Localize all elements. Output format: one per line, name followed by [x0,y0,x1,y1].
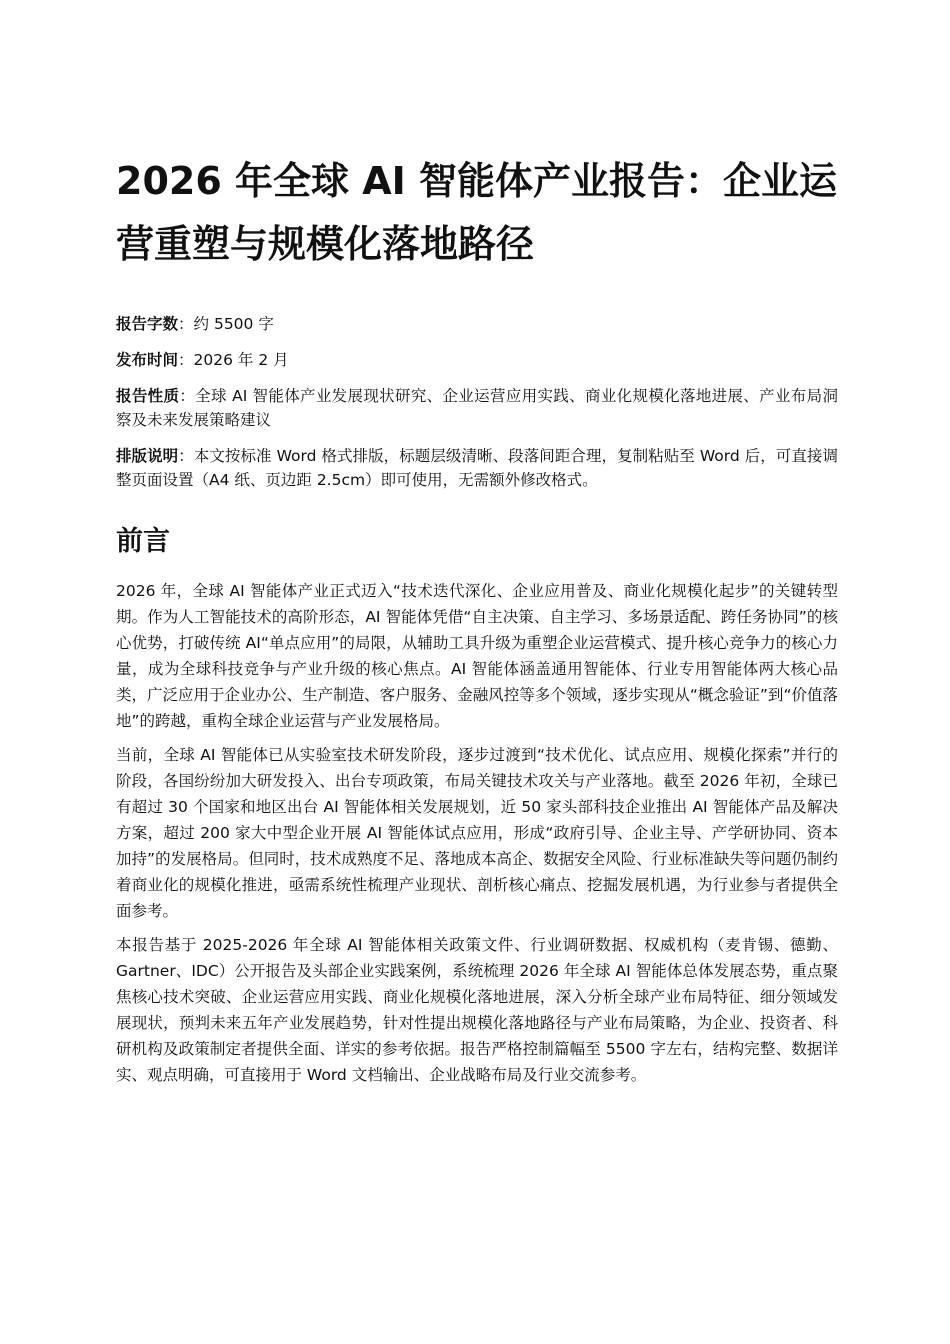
meta-layout-note [116,444,838,492]
report-meta [116,312,838,492]
meta-report-nature [116,384,838,432]
meta-key: 发布时间 [116,351,179,369]
document-title: 2026 年全球 AI 智能体产业报告：企业运营重塑与规模化落地路径 [116,159,837,266]
meta-key: 报告性质 [116,387,180,405]
meta-word-count [116,312,838,336]
meta-separator: ： [178,447,194,465]
meta-value: 约 5500 字 [193,315,274,333]
meta-value: 2026 年 2 月 [193,351,289,369]
meta-key: 报告字数 [116,315,179,333]
preface-heading: 前言 [116,526,170,557]
document-page [116,150,838,1096]
meta-key: 排版说明 [116,447,179,465]
meta-value: 本文按标准 Word 格式排版，标题层级清晰、段落间距合理，复制粘贴至 Word 后，可直接调整页面设置（A4 纸、页边距 2.5cm）即可使用，无需额外修改格式。 [116,447,838,489]
meta-separator: ： [178,351,194,369]
preface-paragraph-2: 当前，全球 AI 智能体已从实验室技术研发阶段，逐步过渡到“技术优化、试点应用、规模化探索”并行的阶段，各国纷纷加大研发投入、出台专项政策，布局关键技术攻关与产业落地。截至 2026 年初，全球已有超过 30 个国家和地区出台 AI 智能体相关发展规划，近 50 家头部科技企业推出 AI 智能体产品及解决方案，超过 200 家大中型企业开展 AI 智能体试点应用，形成“政府引导、企业主导、产学研协同、资本加持”的发展格局。但同时，技术成熟度不足、落地成本高企、数据安全风险、行业标准缺失等问题仍制约着商业化的规模化推进，亟需系统性梳理产业现状、剖析核心痛点、挖掘发展机遇，为行业参与者提供全面参考。 [116,746,838,920]
meta-publish-date [116,348,838,372]
meta-separator: ： [178,315,194,333]
meta-separator: ： [179,387,196,405]
preface-paragraph-3: 本报告基于 2025-2026 年全球 AI 智能体相关政策文件、行业调研数据、权威机构（麦肯锡、德勤、Gartner、IDC）公开报告及头部企业实践案例，系统梳理 2026 年全球 AI 智能体总体发展态势，重点聚焦核心技术突破、企业运营应用实践、商业化规模化落地进展，深入分析全球产业布局特征、细分领域发展现状，预判未来五年产业发展趋势，针对性提出规模化落地路径与产业布局策略，为企业、投资者、科研机构及政策制定者提供全面、详实的参考依据。报告严格控制篇幅至 5500 字左右，结构完整、数据详实、观点明确，可直接用于 Word 文档输出、企业战略布局及行业交流参考。 [116,936,838,1084]
meta-value: 全球 AI 智能体产业发展现状研究、企业运营应用实践、商业化规模化落地进展、产业布局洞察及未来发展策略建议 [116,387,838,429]
preface-paragraph-1: 2026 年，全球 AI 智能体产业正式迈入“技术迭代深化、企业应用普及、商业化规模化起步”的关键转型期。作为人工智能技术的高阶形态，AI 智能体凭借“自主决策、自主学习、多场景适配、跨任务协同”的核心优势，打破传统 AI“单点应用”的局限，从辅助工具升级为重塑企业运营模式、提升核心竞争力的核心力量，成为全球科技竞争与产业升级的核心焦点。AI 智能体涵盖通用智能体、行业专用智能体两大核心品类，广泛应用于企业办公、生产制造、客户服务、金融风控等多个领域，逐步实现从“概念验证”到“价值落地”的跨越，重构全球企业运营与产业发展格局。 [116,582,838,730]
